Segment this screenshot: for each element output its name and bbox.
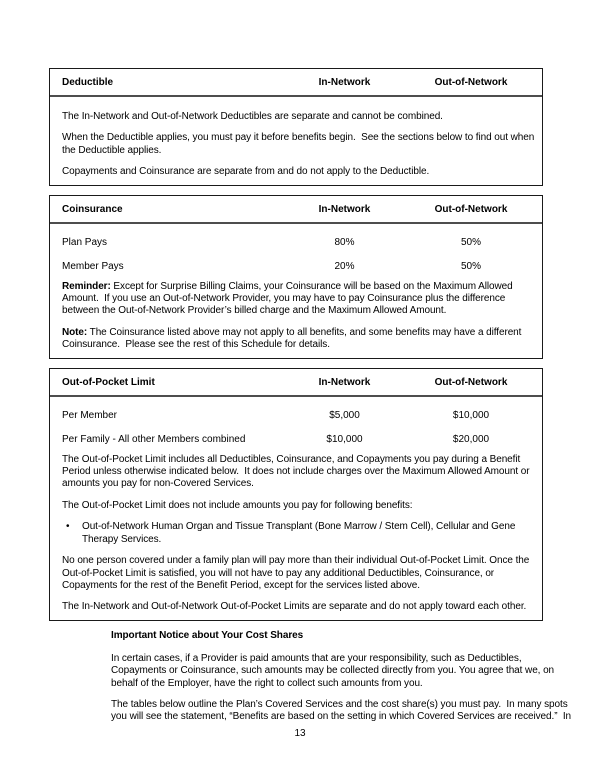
paragraph: When the Deductible applies, you must pay it before benefits begin. See the sections below to find out when the Deductible applies. [62, 132, 537, 156]
oop-table-header [50, 369, 542, 397]
table-title: Out-of-Pocket Limit [62, 376, 155, 388]
coinsurance-rows [50, 224, 542, 279]
paragraph: No one person covered under a family plan will pay more than their individual Out-of-Pocket Limit. Once the Out-of-Pocket Limit is satisfied, you will not have to pay any additional Deductibles, Coinsurance, or Copayments for the rest of the Benefit Period, except for the services listed above. [62, 555, 532, 591]
page-number: 13 [294, 728, 306, 739]
paragraph: The In-Network and Out-of-Network Out-of-Pocket Limits are separate and do not apply toward each other. [62, 601, 527, 613]
coinsurance-table [49, 195, 543, 359]
table-row [50, 255, 542, 279]
note-label: Note: [62, 326, 88, 338]
note-text: The Coinsurance listed above may not apply to all benefits, and some benefits may have a different Coinsurance. Please see the rest of this Schedule for details. [62, 326, 525, 351]
row-value-out-of-network: 50% [460, 236, 481, 248]
column-header-in-network: In-Network [318, 203, 371, 215]
out-of-pocket-limit-table [49, 368, 543, 621]
row-label: Plan Pays [62, 236, 108, 248]
column-header-out-of-network: Out-of-Network [434, 77, 508, 88]
paragraph: The In-Network and Out-of-Network Deductibles are separate and cannot be combined. [62, 111, 443, 122]
row-label: Per Member [62, 409, 118, 421]
row-value-out-of-network: $20,000 [452, 433, 490, 445]
paragraph: The Out-of-Pocket Limit includes all Deductibles, Coinsurance, and Copayments you pay during a Benefit Period unless otherwise indicated below. It does not include charges over the Maximum Allowed Amount or amounts you pay for non-Covered Services. [62, 453, 533, 490]
row-label: Member Pays [62, 260, 124, 272]
table-title: Deductible [62, 77, 114, 88]
row-label: Per Family - All other Members combined [62, 433, 246, 445]
paragraph: Copayments and Coinsurance are separate from and do not apply to the Deductible. [62, 166, 430, 178]
section-heading: Important Notice about Your Cost Shares [111, 629, 304, 641]
row-value-out-of-network: $10,000 [452, 409, 490, 421]
bullet-icon [62, 521, 82, 546]
row-value-in-network: 80% [334, 236, 355, 248]
row-value-in-network: $10,000 [326, 433, 363, 445]
deductible-table-header [50, 69, 542, 97]
row-value-out-of-network: 50% [460, 260, 481, 272]
paragraph: The tables below outline the Plan’s Covered Services and the cost share(s) you must pay. In many spots you will see the statement, “Benefits are based on the setting in which Covered Services are received.” In [111, 698, 572, 723]
column-header-in-network: In-Network [318, 376, 371, 388]
reminder-text: Except for Surprise Billing Claims, your Coinsurance will be based on the Maximum Allowed Amount. If you use an Out-of-Network Provider, you may have to pay Coinsurance plus the difference between the Out-of-Network Provider’s billed charge and the Maximum Allowed Amount. [62, 280, 515, 317]
oop-rows [50, 397, 542, 452]
important-notice-section [111, 630, 573, 724]
note-paragraph [62, 327, 536, 352]
benefit-tables [49, 68, 572, 724]
reminder-label: Reminder: [62, 280, 111, 292]
reminder-paragraph [62, 281, 536, 318]
table-row [50, 231, 542, 255]
coinsurance-table-header [50, 196, 542, 224]
row-value-in-network: 20% [334, 260, 355, 272]
coinsurance-table-body [50, 279, 542, 358]
oop-table-body [50, 452, 542, 620]
paragraph: The Out-of-Pocket Limit does not include amounts you pay for following benefits: [62, 499, 413, 511]
column-header-in-network: In-Network [318, 77, 371, 88]
table-title: Coinsurance [62, 203, 123, 215]
deductible-table-body [50, 97, 542, 185]
table-row [50, 404, 542, 428]
paragraph: In certain cases, if a Provider is paid amounts that are your responsibility, such as Deductibles, Copayments or Coinsurance, such amounts may be collected directly from you. You agree that we, on behalf of the Employer, have the right to collect such amounts from you. [111, 652, 557, 689]
bullet-text: Out-of-Network Human Organ and Tissue Transplant (Bone Marrow / Stem Cell), Cellular and Gene Therapy Services. [82, 521, 518, 545]
table-row [50, 428, 542, 452]
row-value-in-network: $5,000 [329, 409, 360, 421]
column-header-out-of-network: Out-of-Network [434, 203, 508, 215]
bullet-list-item [62, 521, 536, 546]
column-header-out-of-network: Out-of-Network [434, 376, 508, 388]
deductible-table [49, 68, 543, 186]
